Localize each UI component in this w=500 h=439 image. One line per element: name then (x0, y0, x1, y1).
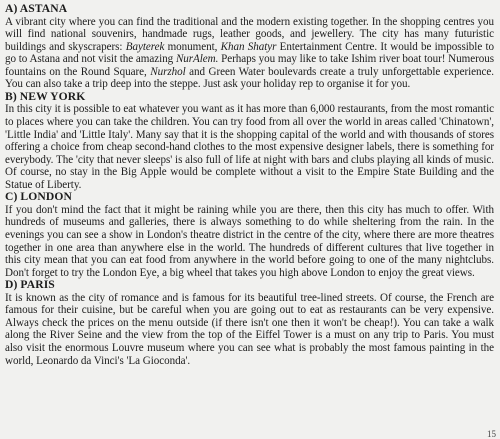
italic-term: Bayterek (125, 40, 165, 53)
section-paris (5, 279, 494, 367)
italic-term: NurAlem. (175, 53, 219, 66)
section-new-york (5, 91, 494, 191)
section-paragraph: In this city it is possible to eat whatever you want as it has more than 6,000 restaurants, from the most romantic to places where you can take the children. You can try food from all over the world in areas called 'Chinatown', 'Little India' and 'Little Italy'. Many say that it is the shopping capital of the world and with thousands of stores offering a choice from cheap second-hand clothes to the most expensive designer labels, there is something for everybody. The 'city that never sleeps' is also full of life at night with bars and clubs playing all kinds of music. Of course, no stay in the Big Apple would be complete without a visit to the Empire State Building and the Statue of Liberty. (5, 103, 494, 191)
section-heading: D) PARIS (5, 278, 55, 292)
section-paragraph: A vibrant city where you can find the traditional and the modern existing together. In the shopping centres you will find national souvenirs, handmade rugs, leather goods, and jewellery. The city has many futuristic buildings and skyscrapers: Bayterek monument, Khan Shatyr Entertainment Centre. It would be impossible to go to Astana and not visit the amazing NurAlem. Perhaps you may like to take Ishim river boat tour! Numerous fountains on the Round Square, Nurzhol and Green Water boulevards create a truly unforgettable experience. You can also take a trip deep into the steppe. Just ask your holiday rep to organise it for you. (5, 15, 495, 91)
page-number: 15 (487, 429, 496, 439)
italic-term: Nurzhol (150, 65, 186, 78)
section-heading: B) NEW YORK (5, 89, 86, 103)
section-astana (5, 3, 494, 91)
section-paragraph: It is known as the city of romance and is famous for its beautiful tree-lined streets. Of course, the French are famous for their cuisine, but be careful when you are going out to eat as restaurants can be very expensive. Always check the prices on the menu outside (if there isn't one then it won't be cheap!). You can take a walk along the River Seine and the view from the top of the Eiffel Tower is a must on any trip to Paris. You must also visit the enormous Louvre museum where you can see what is probably the most famous painting in the world, Leonardo da Vinci's 'La Gioconda'. (5, 291, 494, 367)
italic-term: Khan Shatyr (220, 40, 277, 53)
section-heading: C) LONDON (5, 190, 72, 204)
section-london (5, 191, 494, 279)
section-heading: A) ASTANA (5, 2, 68, 15)
section-paragraph: If you don't mind the fact that it might be raining while you are there, then this city has much to offer. With hundreds of museums and galleries, there is always something to do while sheltering from the rain. In the evenings you can see a show in London's theatre district in the centre of the city, where there are more theatres together in one area than anywhere else in the world. The hundreds of different cultures that live together in this city mean that you can eat food from anywhere in the world before going to one of the many nightclubs. Don't forget to try the London Eye, a big wheel that takes you high above London to enjoy the great views. (5, 203, 494, 279)
